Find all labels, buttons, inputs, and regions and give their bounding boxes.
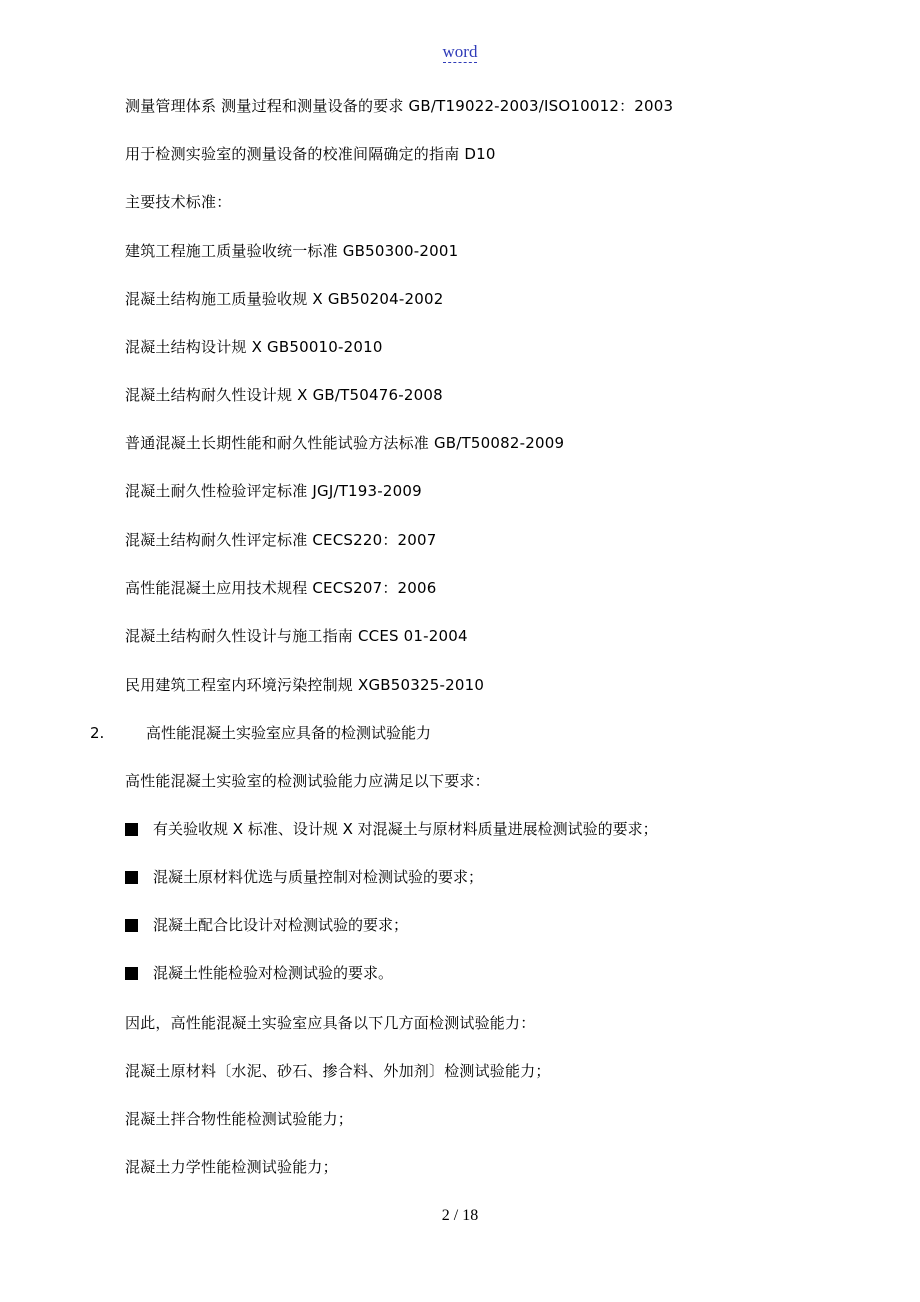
text-line: 测量管理体系 测量过程和测量设备的要求 GB/T19022-2003/ISO10012：2003 — [125, 97, 674, 115]
text-line: 主要技术标准： — [125, 193, 232, 211]
square-bullet-icon — [125, 823, 138, 836]
section-heading: 高性能混凝土实验室应具备的检测试验能力 — [146, 724, 432, 742]
text-line: 建筑工程施工质量验收统一标准 GB50300-2001 — [125, 242, 459, 260]
intro-text: 高性能混凝土实验室的检测试验能力应满足以下要求： — [125, 772, 490, 790]
bullet-item: 有关验收规 X 标准、设计规 X 对混凝土与原材料质量进展检测试验的要求； — [153, 820, 658, 838]
text-line: 混凝土原材料〔水泥、砂石、掺合料、外加剂〕检测试验能力； — [125, 1062, 551, 1080]
page-indicator: 2 / 18 — [441, 1207, 479, 1224]
text-line: 普通混凝土长期性能和耐久性能试验方法标准 GB/T50082-2009 — [125, 434, 565, 452]
bullet-item: 混凝土性能检验对检测试验的要求。 — [153, 964, 394, 982]
text-line: 混凝土结构耐久性评定标准 CECS220：2007 — [125, 531, 437, 549]
text-line: 高性能混凝土应用技术规程 CECS207：2006 — [125, 579, 437, 597]
header-link-text[interactable]: word — [442, 42, 478, 61]
text-line: 民用建筑工程室内环境污染控制规 XGB50325-2010 — [125, 676, 485, 694]
text-line: 混凝土结构设计规 X GB50010-2010 — [125, 338, 383, 356]
text-line: 因此，高性能混凝土实验室应具备以下几方面检测试验能力： — [125, 1014, 536, 1032]
text-line: 混凝土力学性能检测试验能力； — [125, 1158, 338, 1176]
text-line: 混凝土拌合物性能检测试验能力； — [125, 1110, 354, 1128]
section-number: 2. — [90, 724, 105, 742]
bullet-item: 混凝土原材料优选与质量控制对检测试验的要求； — [153, 868, 484, 886]
text-line: 混凝土耐久性检验评定标准 JGJ/T193-2009 — [125, 482, 422, 500]
text-line: 用于检测实验室的测量设备的校准间隔确定的指南 D10 — [125, 145, 496, 163]
text-line: 混凝土结构耐久性设计规 X GB/T50476-2008 — [125, 386, 443, 404]
square-bullet-icon — [125, 967, 138, 980]
header-word-link[interactable] — [0, 42, 920, 62]
text-line: 混凝土结构耐久性设计与施工指南 CCES 01-2004 — [125, 627, 468, 645]
bullet-item: 混凝土配合比设计对检测试验的要求； — [153, 916, 409, 934]
text-line: 混凝土结构施工质量验收规 X GB50204-2002 — [125, 290, 444, 308]
square-bullet-icon — [125, 919, 138, 932]
square-bullet-icon — [125, 871, 138, 884]
